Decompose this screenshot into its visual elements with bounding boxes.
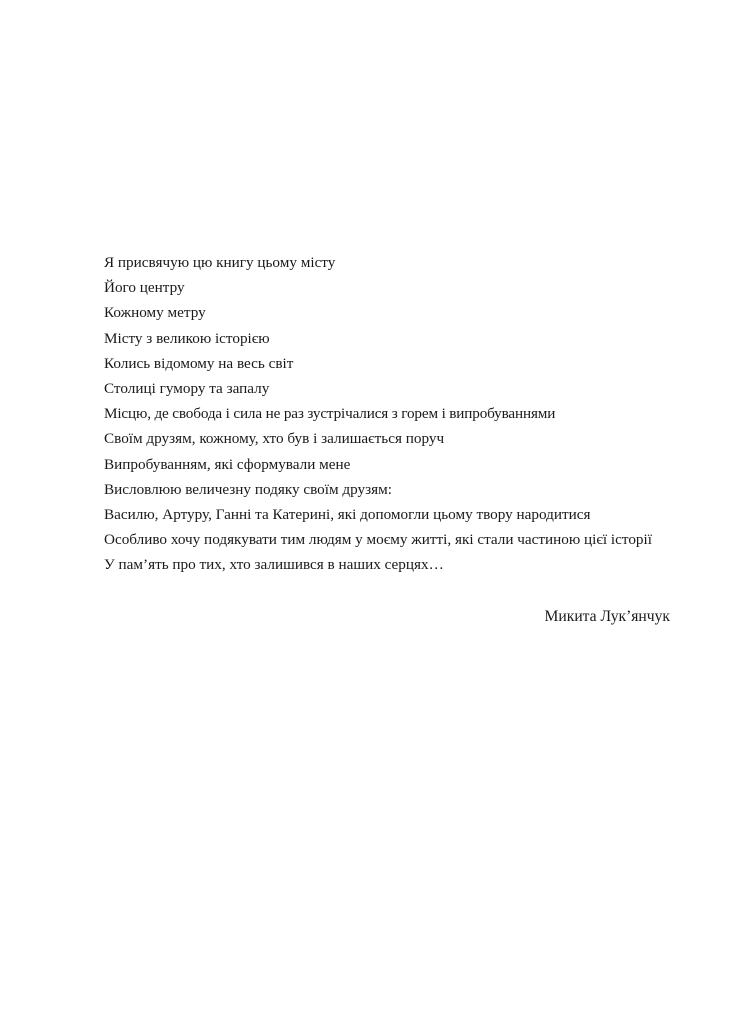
dedication-line: Кожному метру bbox=[104, 304, 206, 322]
dedication-line: Його центру bbox=[104, 279, 185, 297]
author-signature: Микита Лук’янчук bbox=[544, 607, 670, 625]
dedication-line: Столиці гумору та запалу bbox=[104, 380, 270, 398]
dedication-line: Я присвячую цю книгу цьому місту bbox=[104, 254, 336, 271]
dedication-line: Колись відомому на весь світ bbox=[104, 354, 294, 372]
dedication-paragraph: Василю, Артуру, Ганні та Катерині, які допомогли цьому твору народитися bbox=[104, 506, 591, 524]
dedication-line: Місту з великою історією bbox=[104, 329, 270, 347]
dedication-paragraph: Особливо хочу подякувати тим людям у моєму житті, які стали частиною цієї історії bbox=[104, 531, 652, 549]
dedication-line: Місцю, де свобода і сила не раз зустрічалися з горем і випробуваннями bbox=[104, 405, 556, 423]
dedication-block bbox=[75, 250, 670, 629]
dedication-paragraph: У пам’ять про тих, хто залишився в наших серцях… bbox=[104, 556, 444, 574]
dedication-line: Випробуванням, які сформували мене bbox=[104, 455, 351, 473]
dedication-line: Своїм друзям, кожному, хто був і залишається поруч bbox=[104, 430, 445, 448]
dedication-line: Висловлюю величезну подяку своїм друзям: bbox=[104, 480, 392, 498]
